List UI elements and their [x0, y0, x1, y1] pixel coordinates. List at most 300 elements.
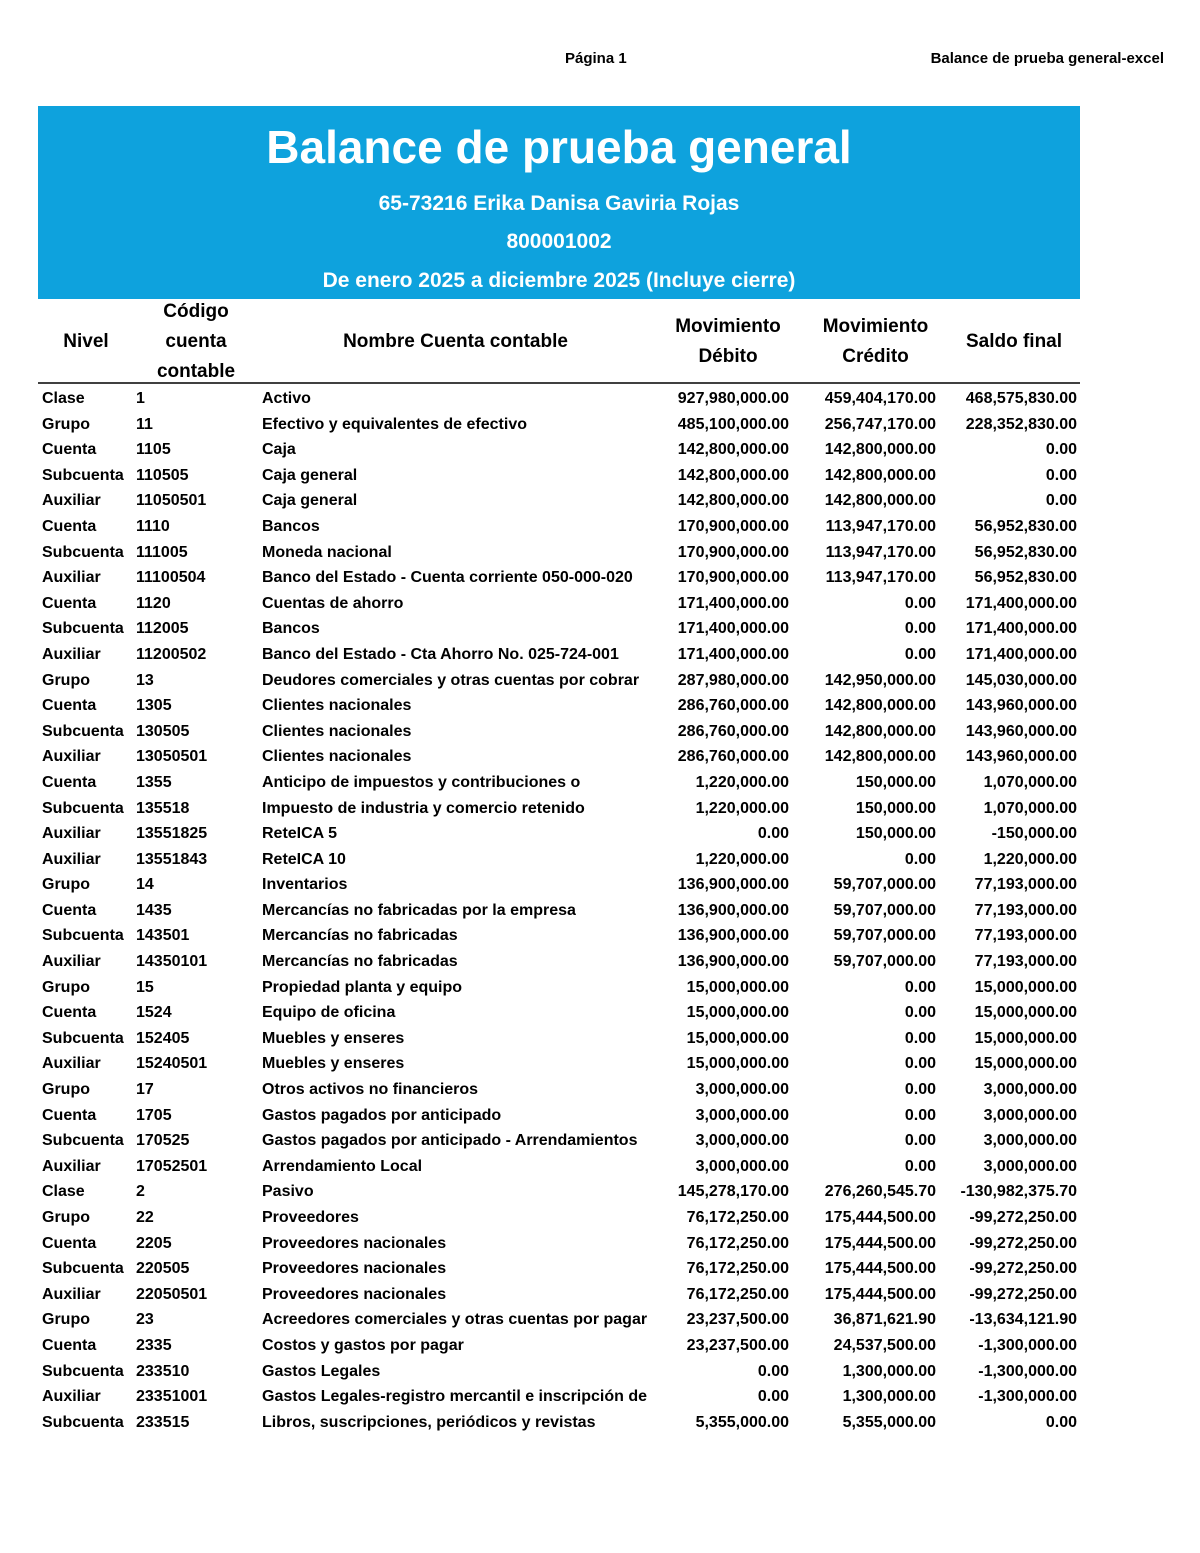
- cell-nivel: Subcuenta: [42, 620, 124, 638]
- cell-nombre: Proveedores nacionales: [262, 1260, 447, 1278]
- cell-debito: 286,760,000.00: [677, 697, 789, 715]
- cell-saldo: 3,000,000.00: [983, 1157, 1077, 1175]
- table-row: [38, 642, 1080, 668]
- cell-credito: 5,355,000.00: [842, 1413, 936, 1431]
- company-name: 65-73216 Erika Danisa Gaviria Rojas: [378, 192, 740, 215]
- cell-codigo: 1120: [136, 594, 171, 612]
- cell-nivel: Grupo: [42, 1311, 90, 1329]
- cell-credito: 175,444,500.00: [824, 1234, 936, 1252]
- table-row: [38, 565, 1080, 591]
- table-header: [38, 300, 1080, 384]
- cell-saldo: -150,000.00: [991, 825, 1077, 843]
- cell-credito: 0.00: [904, 594, 936, 612]
- cell-codigo: 17: [136, 1081, 154, 1099]
- cell-codigo: 11: [136, 415, 153, 433]
- cell-nombre: Moneda nacional: [262, 543, 392, 561]
- cell-debito: 142,800,000.00: [677, 492, 789, 510]
- cell-debito: 0.00: [757, 1388, 789, 1406]
- cell-debito: 142,800,000.00: [677, 466, 789, 484]
- cell-nombre: Arrendamiento Local: [262, 1157, 423, 1175]
- cell-debito: 170,900,000.00: [677, 569, 789, 587]
- cell-nombre: Inventarios: [262, 876, 348, 894]
- cell-nombre: Proveedores: [262, 1209, 359, 1226]
- cell-nivel: Subcuenta: [42, 722, 124, 740]
- cell-credito: 59,707,000.00: [833, 927, 936, 945]
- table-row: [38, 386, 1080, 412]
- cell-credito: 142,950,000.00: [824, 671, 936, 689]
- document-title: Balance de prueba general-excel: [930, 50, 1164, 67]
- cell-nivel: Grupo: [42, 978, 90, 996]
- cell-nivel: Cuenta: [42, 697, 97, 715]
- cell-nivel: Cuenta: [42, 1234, 97, 1252]
- cell-nombre: Otros activos no financieros: [262, 1081, 479, 1099]
- table-row: [38, 693, 1080, 719]
- cell-nombre: Proveedores nacionales: [262, 1234, 447, 1252]
- cell-codigo: 14350101: [136, 953, 208, 971]
- cell-credito: 142,800,000.00: [824, 466, 936, 484]
- cell-credito: 113,947,170.00: [825, 517, 936, 535]
- cell-nivel: Cuenta: [42, 1336, 97, 1354]
- cell-codigo: 22050501: [136, 1285, 208, 1303]
- cell-debito: 0.00: [757, 1362, 789, 1380]
- cell-nombre: Clientes nacionales: [262, 748, 412, 766]
- cell-saldo: 0.00: [1045, 466, 1077, 484]
- table-row: [38, 616, 1080, 642]
- cell-saldo: 77,193,000.00: [974, 927, 1077, 945]
- cell-codigo: 1105: [136, 441, 171, 459]
- cell-debito: 0.00: [757, 825, 789, 843]
- cell-debito: 136,900,000.00: [677, 953, 789, 971]
- cell-nivel: Cuenta: [42, 1106, 97, 1124]
- cell-debito: 1,220,000.00: [695, 850, 789, 868]
- table-row: [38, 540, 1080, 566]
- cell-debito: 76,172,250.00: [686, 1285, 789, 1303]
- table-row: [38, 1384, 1080, 1410]
- cell-nombre: Muebles y enseres: [262, 1029, 405, 1047]
- cell-codigo: 130505: [136, 722, 190, 740]
- cell-saldo: 15,000,000.00: [974, 978, 1077, 996]
- table-row: [38, 949, 1080, 975]
- cell-saldo: -1,300,000.00: [978, 1336, 1077, 1354]
- cell-saldo: -13,634,121.90: [969, 1311, 1077, 1329]
- cell-credito: 24,537,500.00: [833, 1336, 936, 1354]
- cell-debito: 142,800,000.00: [677, 441, 789, 459]
- cell-codigo: 152405: [136, 1029, 190, 1047]
- cell-saldo: 77,193,000.00: [974, 901, 1077, 919]
- cell-nivel: Auxiliar: [42, 492, 101, 510]
- cell-credito: 1,300,000.00: [842, 1362, 936, 1380]
- cell-codigo: 11100504: [136, 569, 206, 587]
- table-row: [38, 847, 1080, 873]
- cell-nivel: Grupo: [42, 1081, 90, 1099]
- cell-debito: 3,000,000.00: [695, 1157, 789, 1175]
- page-header: [0, 50, 1200, 72]
- cell-credito: 0.00: [904, 1004, 936, 1022]
- cell-credito: 113,947,170.00: [825, 543, 936, 561]
- cell-nombre: Libros, suscripciones, periódicos y revistas: [262, 1413, 596, 1431]
- cell-codigo: 23351001: [136, 1388, 208, 1406]
- cell-nivel: Grupo: [42, 876, 90, 894]
- cell-codigo: 143501: [136, 927, 190, 945]
- cell-debito: 171,400,000.00: [677, 645, 789, 663]
- table-row: [38, 514, 1080, 540]
- cell-nombre: Caja: [262, 441, 296, 459]
- table-row: [38, 821, 1080, 847]
- cell-nivel: Cuenta: [42, 517, 97, 535]
- table-row: [38, 437, 1080, 463]
- cell-codigo: 15240501: [136, 1055, 208, 1073]
- cell-codigo: 1524: [136, 1004, 172, 1022]
- cell-saldo: 145,030,000.00: [965, 671, 1077, 689]
- cell-saldo: -99,272,250.00: [969, 1285, 1077, 1303]
- cell-nivel: Subcuenta: [42, 1260, 124, 1278]
- cell-nombre: Mercancías no fabricadas por la empresa: [262, 901, 576, 919]
- table-row: [38, 1000, 1080, 1026]
- cell-nivel: Grupo: [42, 1209, 90, 1226]
- cell-debito: 76,172,250.00: [686, 1234, 789, 1252]
- cell-nombre: Caja general: [262, 466, 358, 484]
- cell-nivel: Cuenta: [42, 773, 97, 791]
- cell-nombre: Gastos Legales-registro mercantil e inscripción de: [262, 1388, 648, 1406]
- cell-credito: 142,800,000.00: [824, 441, 936, 459]
- table-row: [38, 1256, 1080, 1282]
- cell-credito: 175,444,500.00: [824, 1285, 936, 1303]
- cell-nivel: Cuenta: [42, 1004, 97, 1022]
- cell-codigo: 13: [136, 671, 154, 689]
- cell-debito: 927,980,000.00: [677, 390, 789, 407]
- cell-codigo: 22: [136, 1209, 154, 1226]
- cell-nivel: Auxiliar: [42, 953, 101, 971]
- cell-codigo: 23: [136, 1311, 154, 1329]
- table-row: [38, 1333, 1080, 1359]
- cell-credito: 142,800,000.00: [824, 697, 936, 715]
- table-row: [38, 796, 1080, 822]
- cell-debito: 23,237,500.00: [686, 1336, 789, 1354]
- cell-codigo: 2205: [136, 1234, 172, 1252]
- cell-nombre: Bancos: [262, 517, 320, 535]
- cell-nivel: Auxiliar: [42, 1157, 101, 1175]
- cell-debito: 15,000,000.00: [686, 1055, 789, 1073]
- cell-nombre: Costos y gastos por pagar: [262, 1336, 464, 1354]
- header-codigo: Código cuenta contable: [156, 301, 236, 382]
- table-row: [38, 770, 1080, 796]
- cell-saldo: 143,960,000.00: [965, 697, 1077, 715]
- cell-nombre: Muebles y enseres: [262, 1055, 405, 1073]
- cell-saldo: 171,400,000.00: [965, 620, 1077, 638]
- cell-nivel: Auxiliar: [42, 825, 101, 843]
- table-row: [38, 975, 1080, 1001]
- cell-saldo: 56,952,830.00: [974, 517, 1077, 535]
- table-row: [38, 463, 1080, 489]
- table-row: [38, 1179, 1080, 1205]
- table-row: [38, 1051, 1080, 1077]
- cell-credito: 256,747,170.00: [824, 415, 936, 433]
- cell-nombre: Cuentas de ahorro: [262, 594, 404, 612]
- cell-codigo: 220505: [136, 1260, 190, 1278]
- cell-codigo: 135518: [136, 799, 190, 817]
- cell-nivel: Auxiliar: [42, 748, 101, 766]
- table-row: [38, 1307, 1080, 1333]
- cell-credito: 1,300,000.00: [842, 1388, 936, 1406]
- table-row: [38, 1282, 1080, 1308]
- cell-debito: 76,172,250.00: [686, 1209, 789, 1226]
- cell-credito: 276,260,545.70: [824, 1183, 936, 1201]
- cell-nivel: Subcuenta: [42, 799, 124, 817]
- cell-debito: 286,760,000.00: [677, 722, 789, 740]
- cell-codigo: 17052501: [136, 1157, 208, 1175]
- cell-credito: 59,707,000.00: [833, 953, 936, 971]
- table-row: [38, 1410, 1080, 1436]
- cell-codigo: 111005: [136, 543, 188, 561]
- cell-debito: 1,220,000.00: [695, 773, 789, 791]
- cell-saldo: 143,960,000.00: [965, 722, 1077, 740]
- cell-nombre: Acreedores comerciales y otras cuentas por pagar: [262, 1311, 648, 1329]
- cell-credito: 36,871,621.90: [833, 1311, 936, 1329]
- cell-saldo: 56,952,830.00: [974, 569, 1077, 587]
- cell-nivel: Cuenta: [42, 901, 97, 919]
- cell-debito: 3,000,000.00: [695, 1132, 789, 1150]
- cell-saldo: 15,000,000.00: [974, 1055, 1077, 1073]
- cell-codigo: 233515: [136, 1413, 190, 1431]
- table-row: [38, 1205, 1080, 1231]
- table-row: [38, 668, 1080, 694]
- cell-codigo: 1355: [136, 773, 172, 791]
- cell-credito: 0.00: [904, 850, 936, 868]
- cell-nombre: ReteICA 5: [262, 825, 337, 843]
- cell-nivel: Clase: [42, 1183, 85, 1201]
- cell-credito: 0.00: [904, 1106, 936, 1124]
- cell-debito: 286,760,000.00: [677, 748, 789, 766]
- table-row: [38, 1359, 1080, 1385]
- table-row: [38, 1077, 1080, 1103]
- cell-codigo: 13551825: [136, 825, 208, 843]
- cell-debito: 5,355,000.00: [695, 1413, 789, 1431]
- cell-codigo: 170525: [136, 1132, 190, 1150]
- cell-saldo: 56,952,830.00: [974, 543, 1077, 561]
- cell-debito: 171,400,000.00: [677, 594, 789, 612]
- table-row: [38, 488, 1080, 514]
- cell-nombre: Propiedad planta y equipo: [262, 978, 463, 996]
- cell-codigo: 110505: [136, 466, 189, 484]
- cell-codigo: 11050501: [136, 492, 207, 510]
- cell-debito: 170,900,000.00: [677, 543, 789, 561]
- cell-nombre: Bancos: [262, 620, 320, 638]
- table-row: [38, 872, 1080, 898]
- cell-nombre: ReteICA 10: [262, 850, 346, 868]
- cell-credito: 59,707,000.00: [833, 901, 936, 919]
- cell-saldo: 1,220,000.00: [983, 850, 1077, 868]
- cell-credito: 142,800,000.00: [824, 722, 936, 740]
- cell-credito: 0.00: [904, 1029, 936, 1047]
- cell-nombre: Gastos pagados por anticipado: [262, 1106, 502, 1124]
- cell-nombre: Deudores comerciales y otras cuentas por cobrar: [262, 671, 640, 689]
- table-row: [38, 412, 1080, 438]
- cell-saldo: 15,000,000.00: [974, 1029, 1077, 1047]
- cell-nivel: Auxiliar: [42, 1055, 101, 1073]
- cell-saldo: 15,000,000.00: [974, 1004, 1077, 1022]
- cell-nivel: Auxiliar: [42, 645, 101, 663]
- cell-saldo: 1,070,000.00: [983, 799, 1077, 817]
- cell-saldo: 1,070,000.00: [983, 773, 1077, 791]
- cell-nivel: Grupo: [42, 415, 90, 433]
- cell-credito: 59,707,000.00: [833, 876, 936, 894]
- cell-saldo: 468,575,830.00: [965, 390, 1077, 407]
- cell-nivel: Auxiliar: [42, 1285, 101, 1303]
- table-body: [38, 386, 1080, 1435]
- cell-saldo: -1,300,000.00: [978, 1388, 1077, 1406]
- cell-credito: 459,404,170.00: [824, 390, 936, 407]
- cell-debito: 3,000,000.00: [695, 1106, 789, 1124]
- cell-nombre: Proveedores nacionales: [262, 1285, 447, 1303]
- header-credito: Movimiento Crédito: [822, 316, 929, 367]
- cell-nombre: Mercancías no fabricadas: [262, 953, 458, 971]
- cell-credito: 0.00: [904, 1132, 936, 1150]
- cell-codigo: 2: [136, 1183, 145, 1201]
- table-row: [38, 591, 1080, 617]
- cell-nombre: Clientes nacionales: [262, 697, 412, 715]
- report-period: De enero 2025 a diciembre 2025 (Incluye cierre): [322, 269, 796, 292]
- cell-saldo: -130,982,375.70: [960, 1183, 1077, 1201]
- cell-credito: 113,947,170.00: [825, 569, 936, 587]
- cell-nombre: Caja general: [262, 492, 358, 510]
- cell-nivel: Subcuenta: [42, 543, 124, 561]
- cell-nivel: Auxiliar: [42, 569, 101, 587]
- table-row: [38, 1128, 1080, 1154]
- page-number: Página 1: [565, 50, 627, 67]
- cell-debito: 145,278,170.00: [677, 1183, 789, 1201]
- cell-saldo: 0.00: [1045, 1413, 1077, 1431]
- cell-debito: 15,000,000.00: [686, 1029, 789, 1047]
- cell-nivel: Grupo: [42, 671, 90, 689]
- cell-nivel: Cuenta: [42, 594, 97, 612]
- cell-credito: 0.00: [904, 1081, 936, 1099]
- cell-nivel: Subcuenta: [42, 1132, 124, 1150]
- cell-nombre: Banco del Estado - Cuenta corriente 050-000-020: [262, 569, 633, 587]
- cell-credito: 142,800,000.00: [824, 492, 936, 510]
- cell-nivel: Subcuenta: [42, 466, 124, 484]
- cell-debito: 1,220,000.00: [695, 799, 789, 817]
- cell-credito: 175,444,500.00: [824, 1260, 936, 1278]
- cell-codigo: 112005: [136, 620, 189, 638]
- table-row: [38, 1103, 1080, 1129]
- cell-debito: 170,900,000.00: [677, 517, 789, 535]
- cell-debito: 15,000,000.00: [686, 1004, 789, 1022]
- cell-saldo: 0.00: [1045, 441, 1077, 459]
- cell-nombre: Equipo de oficina: [262, 1004, 396, 1022]
- cell-credito: 0.00: [904, 1055, 936, 1073]
- cell-debito: 287,980,000.00: [677, 671, 789, 689]
- cell-codigo: 2335: [136, 1336, 172, 1354]
- cell-nivel: Auxiliar: [42, 1388, 101, 1406]
- cell-debito: 136,900,000.00: [677, 901, 789, 919]
- header-saldo: Saldo final: [965, 331, 1063, 352]
- cell-codigo: 11200502: [136, 645, 207, 663]
- cell-debito: 171,400,000.00: [677, 620, 789, 638]
- cell-codigo: 1110: [136, 517, 170, 535]
- cell-saldo: -1,300,000.00: [978, 1362, 1077, 1380]
- cell-codigo: 14: [136, 876, 154, 894]
- cell-codigo: 1305: [136, 697, 172, 715]
- cell-saldo: 3,000,000.00: [983, 1106, 1077, 1124]
- cell-credito: 0.00: [904, 620, 936, 638]
- cell-nombre: Mercancías no fabricadas: [262, 927, 458, 945]
- cell-saldo: 3,000,000.00: [983, 1132, 1077, 1150]
- cell-saldo: -99,272,250.00: [969, 1260, 1077, 1278]
- cell-credito: 150,000.00: [855, 825, 936, 843]
- cell-debito: 23,237,500.00: [686, 1311, 789, 1329]
- cell-debito: 136,900,000.00: [677, 876, 789, 894]
- cell-debito: 3,000,000.00: [695, 1081, 789, 1099]
- cell-nombre: Pasivo: [262, 1183, 314, 1201]
- cell-saldo: 77,193,000.00: [974, 953, 1077, 971]
- cell-saldo: 0.00: [1045, 492, 1077, 510]
- cell-codigo: 13551843: [136, 850, 208, 868]
- table-row: [38, 1154, 1080, 1180]
- cell-debito: 15,000,000.00: [686, 978, 789, 996]
- company-nit: 800001002: [506, 230, 612, 253]
- cell-nombre: Gastos pagados por anticipado - Arrendamientos: [262, 1132, 638, 1150]
- cell-saldo: 171,400,000.00: [965, 594, 1077, 612]
- table-row: [38, 898, 1080, 924]
- cell-credito: 0.00: [904, 978, 936, 996]
- cell-codigo: 1: [136, 390, 145, 407]
- cell-codigo: 13050501: [136, 748, 208, 766]
- cell-credito: 0.00: [904, 645, 936, 663]
- cell-codigo: 15: [136, 978, 154, 996]
- cell-saldo: 143,960,000.00: [965, 748, 1077, 766]
- cell-credito: 150,000.00: [855, 799, 936, 817]
- table-row: [38, 744, 1080, 770]
- cell-nombre: Activo: [262, 390, 311, 407]
- cell-nivel: Subcuenta: [42, 1413, 124, 1431]
- cell-credito: 175,444,500.00: [824, 1209, 936, 1226]
- cell-nivel: Subcuenta: [42, 1362, 124, 1380]
- report-title: Balance de prueba general: [266, 121, 852, 173]
- cell-saldo: 3,000,000.00: [983, 1081, 1077, 1099]
- cell-nombre: Gastos Legales: [262, 1362, 381, 1380]
- cell-saldo: -99,272,250.00: [969, 1209, 1077, 1226]
- cell-nombre: Anticipo de impuestos y contribuciones o: [262, 773, 581, 791]
- table-row: [38, 1231, 1080, 1257]
- cell-saldo: 171,400,000.00: [965, 645, 1077, 663]
- cell-nombre: Clientes nacionales: [262, 722, 412, 740]
- cell-credito: 0.00: [904, 1157, 936, 1175]
- cell-nombre: Efectivo y equivalentes de efectivo: [262, 415, 527, 433]
- cell-debito: 136,900,000.00: [677, 927, 789, 945]
- table-row: [38, 1026, 1080, 1052]
- cell-nivel: Clase: [42, 390, 85, 407]
- cell-codigo: 233510: [136, 1362, 190, 1380]
- cell-nivel: Cuenta: [42, 441, 97, 459]
- cell-nivel: Subcuenta: [42, 927, 124, 945]
- cell-codigo: 1435: [136, 901, 172, 919]
- cell-nombre: Banco del Estado - Cta Ahorro No. 025-724-001: [262, 645, 619, 663]
- header-debito: Movimiento Débito: [675, 316, 781, 367]
- cell-nombre: Impuesto de industria y comercio retenido: [262, 799, 585, 817]
- cell-credito: 150,000.00: [855, 773, 936, 791]
- report-banner: [38, 106, 1080, 299]
- cell-nivel: Subcuenta: [42, 1029, 124, 1047]
- cell-saldo: -99,272,250.00: [969, 1234, 1077, 1252]
- cell-saldo: 228,352,830.00: [965, 415, 1077, 433]
- cell-debito: 485,100,000.00: [677, 415, 789, 433]
- cell-nivel: Auxiliar: [42, 850, 101, 868]
- table-row: [38, 923, 1080, 949]
- cell-saldo: 77,193,000.00: [974, 876, 1077, 894]
- cell-codigo: 1705: [136, 1106, 172, 1124]
- header-nombre: Nombre Cuenta contable: [343, 331, 568, 352]
- header-nivel: Nivel: [63, 331, 109, 352]
